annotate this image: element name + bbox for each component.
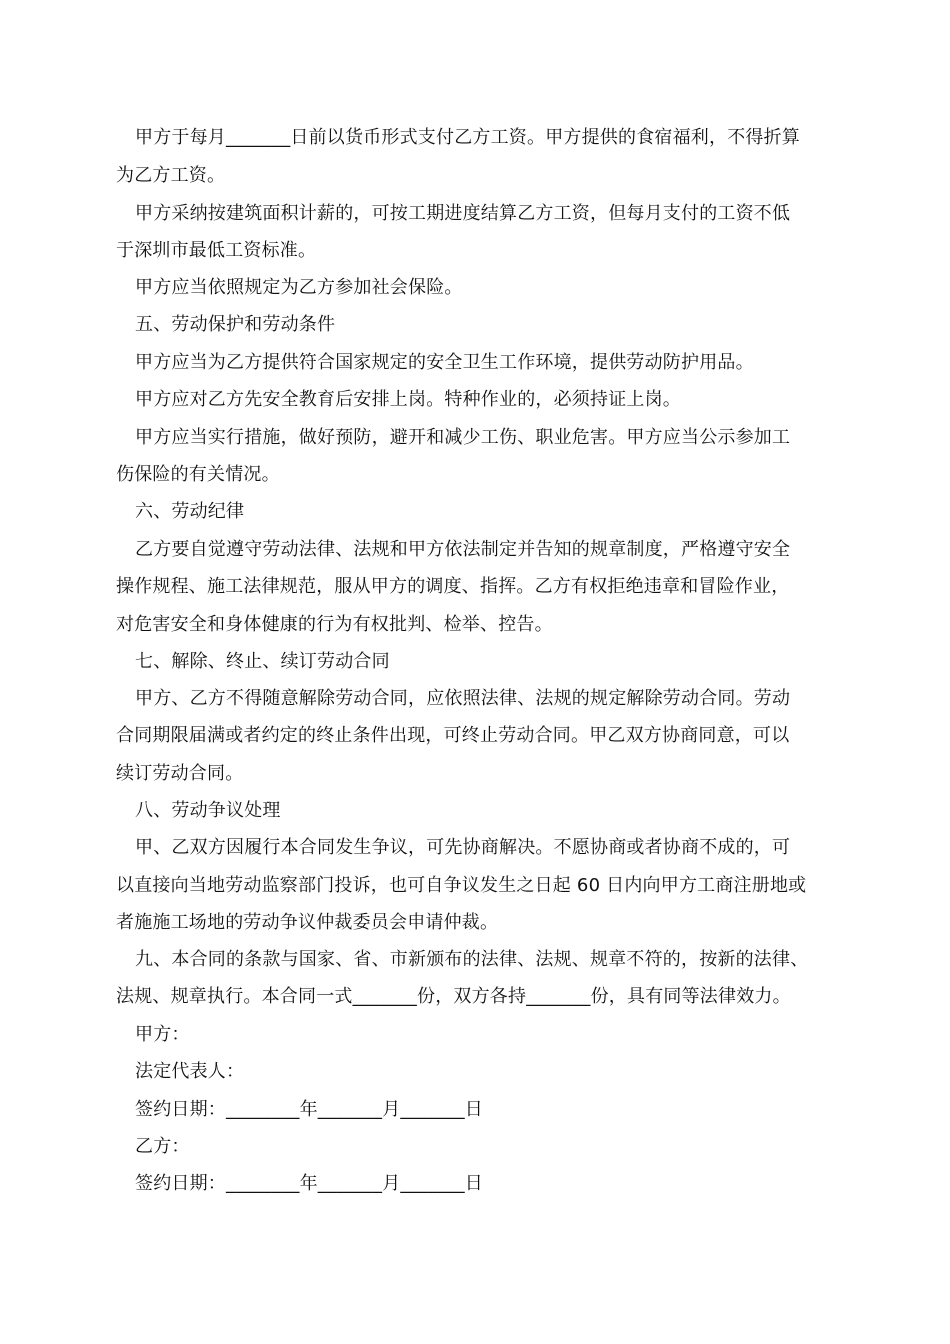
party-b-label: 乙方： bbox=[135, 1136, 190, 1157]
paragraph-line: 甲方采纳按建筑面积计薪的，可按工期进度结算乙方工资，但每月支付的工资不低 bbox=[135, 203, 791, 224]
paragraph-line: 法规、规章执行。本合同一式_______份，双方各持_______份，具有同等法律效力。 bbox=[116, 986, 791, 1007]
paragraph-line: 合同期限届满或者约定的终止条件出现，可终止劳动合同。甲乙双方协商同意，可以 bbox=[116, 725, 790, 746]
section-heading: 八、劳动争议处理 bbox=[135, 800, 281, 821]
paragraph-line: 甲方、乙方不得随意解除劳动合同，应依照法律、法规的规定解除劳动合同。劳动 bbox=[135, 688, 791, 709]
paragraph-line: 甲方于每月_______日前以货币形式支付乙方工资。甲方提供的食宿福利，不得折算 bbox=[135, 127, 800, 148]
paragraph-line: 为乙方工资。 bbox=[116, 165, 226, 186]
paragraph-line: 甲方应当为乙方提供符合国家规定的安全卫生工作环境，提供劳动防护用品。 bbox=[135, 352, 754, 373]
signing-date-line: 签约日期：________年_______月_______日 bbox=[135, 1099, 483, 1120]
paragraph-line: 对危害安全和身体健康的行为有权批判、检举、控告。 bbox=[116, 614, 553, 635]
paragraph-line: 者施施工场地的劳动争议仲裁委员会申请仲裁。 bbox=[116, 912, 499, 933]
paragraph-line: 甲方应当实行措施，做好预防，避开和减少工伤、职业危害。甲方应当公示参加工 bbox=[135, 427, 791, 448]
section-heading: 六、劳动纪律 bbox=[135, 501, 245, 522]
paragraph-line: 续订劳动合同。 bbox=[116, 763, 244, 784]
legal-representative-label: 法定代表人： bbox=[135, 1061, 245, 1082]
paragraph-line: 以直接向当地劳动监察部门投诉，也可自争议发生之日起 60 日内向甲方工商注册地或 bbox=[116, 875, 807, 896]
paragraph-line: 于深圳市最低工资标准。 bbox=[116, 240, 317, 261]
paragraph-line: 操作规程、施工法律规范，服从甲方的调度、指挥。乙方有权拒绝违章和冒险作业， bbox=[116, 576, 790, 597]
paragraph-line: 甲、乙双方因履行本合同发生争议，可先协商解决。不愿协商或者协商不成的，可 bbox=[135, 837, 791, 858]
paragraph-line: 乙方要自觉遵守劳动法律、法规和甲方依法制定并告知的规章制度，严格遵守安全 bbox=[135, 539, 791, 560]
party-a-label: 甲方： bbox=[135, 1024, 190, 1045]
section-heading: 九、本合同的条款与国家、省、市新颁布的法律、法规、规章不符的，按新的法律、 bbox=[135, 949, 809, 970]
paragraph-line: 伤保险的有关情况。 bbox=[116, 464, 280, 485]
section-heading: 七、解除、终止、续订劳动合同 bbox=[135, 651, 390, 672]
section-heading: 五、劳动保护和劳动条件 bbox=[135, 314, 336, 335]
paragraph-line: 甲方应当依照规定为乙方参加社会保险。 bbox=[135, 277, 463, 298]
paragraph-line: 甲方应对乙方先安全教育后安排上岗。特种作业的，必须持证上岗。 bbox=[135, 389, 681, 410]
signing-date-line: 签约日期：________年_______月_______日 bbox=[135, 1173, 483, 1194]
